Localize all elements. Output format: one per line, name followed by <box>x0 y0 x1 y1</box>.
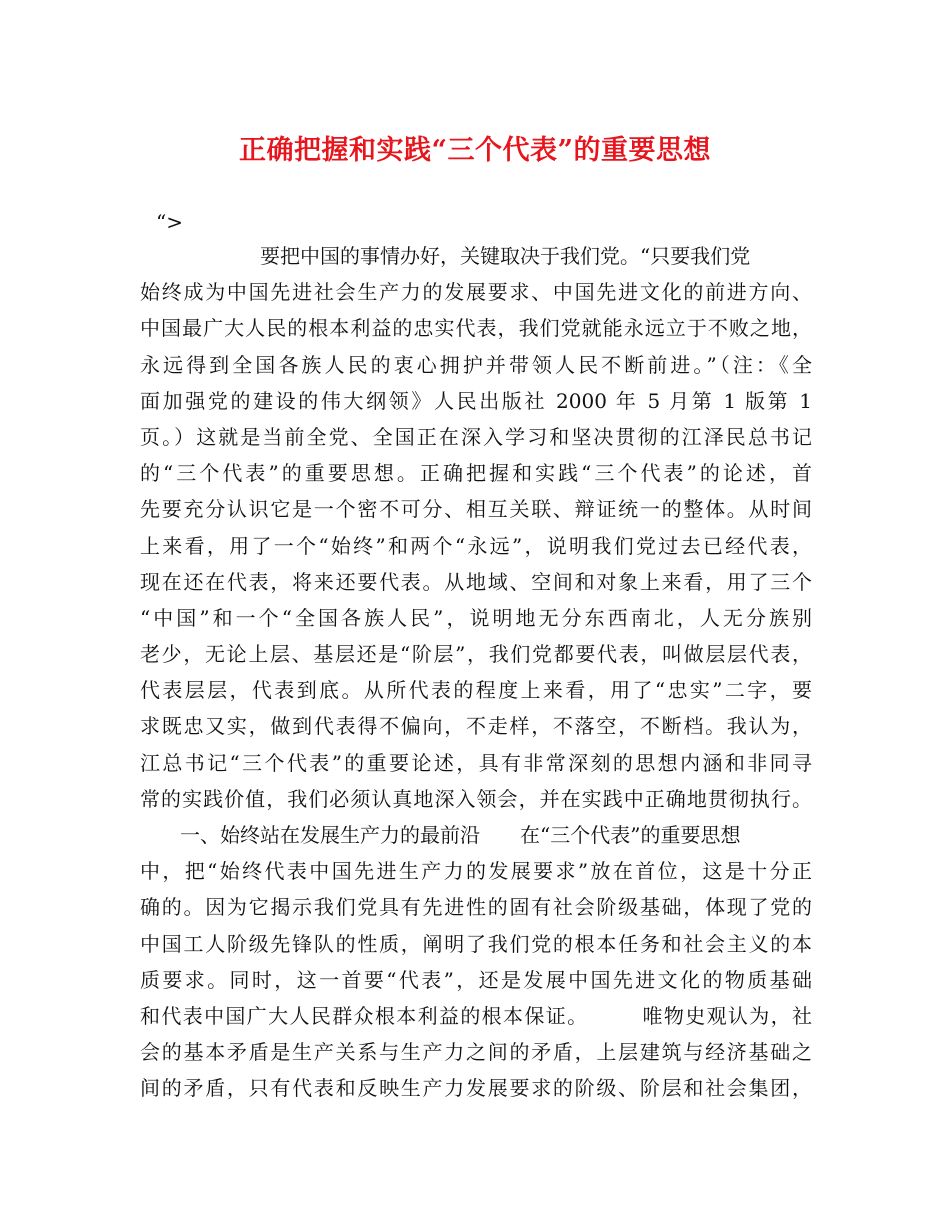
document-title: 正确把握和实践“三个代表”的重要思想 <box>238 135 712 166</box>
body-line: 页。）这就是当前全党、全国正在深入学习和坚决贯彻的江泽民总书记 <box>140 424 812 449</box>
body-line: 会的基本矛盾是生产关系与生产力之间的矛盾，上层建筑与经济基础之 <box>140 1040 812 1065</box>
body-line: 上来看，用了一个“始终”和两个“永远”，说明我们党过去已经代表， <box>140 533 812 558</box>
text-mark: “> <box>156 210 183 234</box>
body-line: 确的。因为它揭示我们党具有先进性的固有社会阶级基础，体现了党的 <box>140 895 812 920</box>
body-line: 间的矛盾，只有代表和反映生产力发展要求的阶级、阶层和社会集团， <box>140 1076 812 1101</box>
body-line: 现在还在代表，将来还要代表。从地域、空间和对象上来看，用了三个 <box>140 569 812 594</box>
document-body <box>140 238 812 1107</box>
body-line: 永远得到全国各族人民的衷心拥护并带领人民不断前进。”（注：《全 <box>140 352 812 377</box>
body-line: 代表层层，代表到底。从所代表的程度上来看，用了“忠实”二字，要 <box>140 678 812 703</box>
body-line: 始终成为中国先进社会生产力的发展要求、中国先进文化的前进方向、 <box>140 280 812 305</box>
body-line: 面加强党的建设的伟大纲领》人民出版社 2000 年 5 月第 1 版第 1 <box>140 388 812 413</box>
body-line: 老少，无论上层、基层还是“阶层”，我们党都要代表，叫做层层代表， <box>140 642 812 667</box>
body-line: 和代表中国广大人民群众根本利益的根本保证。 唯物史观认为，社 <box>140 1003 812 1028</box>
body-line: 中国最广大人民的根本利益的忠实代表，我们党就能永远立于不败之地， <box>140 316 812 341</box>
body-line: 质要求。同时，这一首要“代表”，还是发展中国先进文化的物质基础 <box>140 967 812 992</box>
body-line: 中，把“始终代表中国先进生产力的发展要求”放在首位，这是十分正 <box>140 859 812 884</box>
body-line: 要把中国的事情办好，关键取决于我们党。“只要我们党 <box>140 244 751 268</box>
body-line: 的“三个代表”的重要思想。正确把握和实践“三个代表”的论述，首 <box>140 461 812 486</box>
body-line: 求既忠又实，做到代表得不偏向，不走样，不落空，不断档。我认为， <box>140 714 812 739</box>
body-line: “中国”和一个“全国各族人民”，说明地无分东西南北，人无分族别 <box>140 605 812 630</box>
body-line: 一、始终站在发展生产力的最前沿 在“三个代表”的重要思想 <box>140 823 741 847</box>
body-line: 江总书记“三个代表”的重要论述，具有非常深刻的思想内涵和非同寻 <box>140 750 812 775</box>
body-line: 先要充分认识它是一个密不可分、相互关联、辩证统一的整体。从时间 <box>140 497 812 522</box>
body-line: 常的实践价值，我们必须认真地深入领会，并在实践中正确地贯彻执行。 <box>140 786 812 811</box>
body-line: 中国工人阶级先锋队的性质，阐明了我们党的根本任务和社会主义的本 <box>140 931 812 956</box>
